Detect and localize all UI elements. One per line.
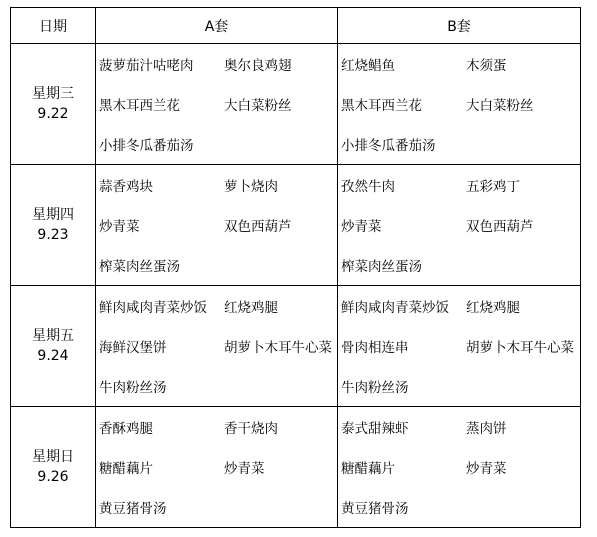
dish: 蒜香鸡块	[99, 179, 153, 195]
dish-line	[96, 407, 337, 447]
dish: 糖醋藕片	[341, 461, 395, 477]
dish-line	[96, 84, 337, 124]
dish-line	[338, 44, 580, 84]
set-b-cell	[338, 286, 581, 407]
dish-line	[338, 205, 580, 245]
dish: 香干烧肉	[224, 421, 278, 437]
dish: 骨肉相连串	[341, 340, 409, 356]
day-cell	[11, 407, 96, 528]
dish-line	[96, 447, 337, 487]
dish: 糖醋藕片	[99, 461, 153, 477]
dish: 鲜肉咸肉青菜炒饭	[99, 300, 207, 316]
table-row	[11, 286, 581, 407]
header-row	[11, 8, 581, 44]
dish: 泰式甜辣虾	[341, 421, 409, 437]
dish-line	[338, 165, 580, 205]
dish: 小排冬瓜番茄汤	[341, 138, 436, 154]
dish: 菠萝茄汁咕咾肉	[99, 58, 194, 74]
set-a-cell	[96, 407, 338, 528]
dish-line	[96, 124, 337, 164]
dish: 小排冬瓜番茄汤	[99, 138, 194, 154]
dish: 蒸肉饼	[466, 421, 507, 437]
dish-line	[338, 326, 580, 366]
dish-line	[96, 44, 337, 84]
dish: 榨菜肉丝蛋汤	[99, 259, 180, 275]
day-cell	[11, 44, 96, 165]
dish: 炒青菜	[341, 219, 382, 235]
table-row	[11, 407, 581, 528]
header-set-b: B套	[338, 8, 581, 44]
dish-line	[96, 245, 337, 285]
dish: 孜然牛肉	[341, 179, 395, 195]
dish: 大白菜粉丝	[466, 98, 534, 114]
set-b-cell	[338, 44, 581, 165]
dish-line	[338, 487, 580, 527]
dish: 黑木耳西兰花	[341, 98, 422, 114]
dish: 红烧鲳鱼	[341, 58, 395, 74]
dish: 黑木耳西兰花	[99, 98, 180, 114]
dish: 红烧鸡腿	[224, 300, 278, 316]
set-b-cell	[338, 165, 581, 286]
day-date: 9.26	[37, 469, 69, 485]
dish: 大白菜粉丝	[224, 98, 292, 114]
dish: 海鲜汉堡饼	[99, 340, 167, 356]
dish: 红烧鸡腿	[466, 300, 520, 316]
dish-line	[96, 366, 337, 406]
table-row	[11, 165, 581, 286]
day-date: 9.22	[37, 106, 69, 122]
dish-line	[338, 84, 580, 124]
day-name: 星期日	[32, 449, 74, 465]
dish: 香酥鸡腿	[99, 421, 153, 437]
dish: 双色西葫芦	[466, 219, 534, 235]
menu-table	[10, 7, 581, 528]
set-a-cell	[96, 286, 338, 407]
day-cell	[11, 286, 96, 407]
dish: 鲜肉咸肉青菜炒饭	[341, 300, 449, 316]
dish: 胡萝卜木耳牛心菜	[224, 340, 332, 356]
set-b-cell	[338, 407, 581, 528]
day-name: 星期三	[32, 86, 74, 102]
dish-line	[338, 366, 580, 406]
dish-line	[96, 487, 337, 527]
header-set-a: A套	[96, 8, 338, 44]
dish: 炒青菜	[99, 219, 140, 235]
dish-line	[96, 165, 337, 205]
dish: 奥尔良鸡翅	[224, 58, 292, 74]
dish-line	[338, 286, 580, 326]
dish-line	[338, 245, 580, 285]
dish: 胡萝卜木耳牛心菜	[466, 340, 574, 356]
day-date: 9.23	[37, 227, 69, 243]
dish-line	[338, 407, 580, 447]
dish: 炒青菜	[224, 461, 265, 477]
dish-line	[96, 205, 337, 245]
set-a-cell	[96, 165, 338, 286]
day-name: 星期五	[32, 328, 74, 344]
day-date: 9.24	[37, 348, 69, 364]
dish: 黄豆猪骨汤	[99, 501, 167, 517]
dish: 木须蛋	[466, 58, 507, 74]
dish-line	[96, 326, 337, 366]
dish: 双色西葫芦	[224, 219, 292, 235]
dish-line	[338, 447, 580, 487]
day-name: 星期四	[32, 207, 74, 223]
dish: 萝卜烧肉	[224, 179, 278, 195]
dish-line	[96, 286, 337, 326]
header-date: 日期	[11, 8, 96, 44]
table-row	[11, 44, 581, 165]
dish: 榨菜肉丝蛋汤	[341, 259, 422, 275]
dish: 炒青菜	[466, 461, 507, 477]
dish: 牛肉粉丝汤	[341, 380, 409, 396]
day-cell	[11, 165, 96, 286]
dish: 五彩鸡丁	[466, 179, 520, 195]
dish-line	[338, 124, 580, 164]
set-a-cell	[96, 44, 338, 165]
dish: 黄豆猪骨汤	[341, 501, 409, 517]
dish: 牛肉粉丝汤	[99, 380, 167, 396]
